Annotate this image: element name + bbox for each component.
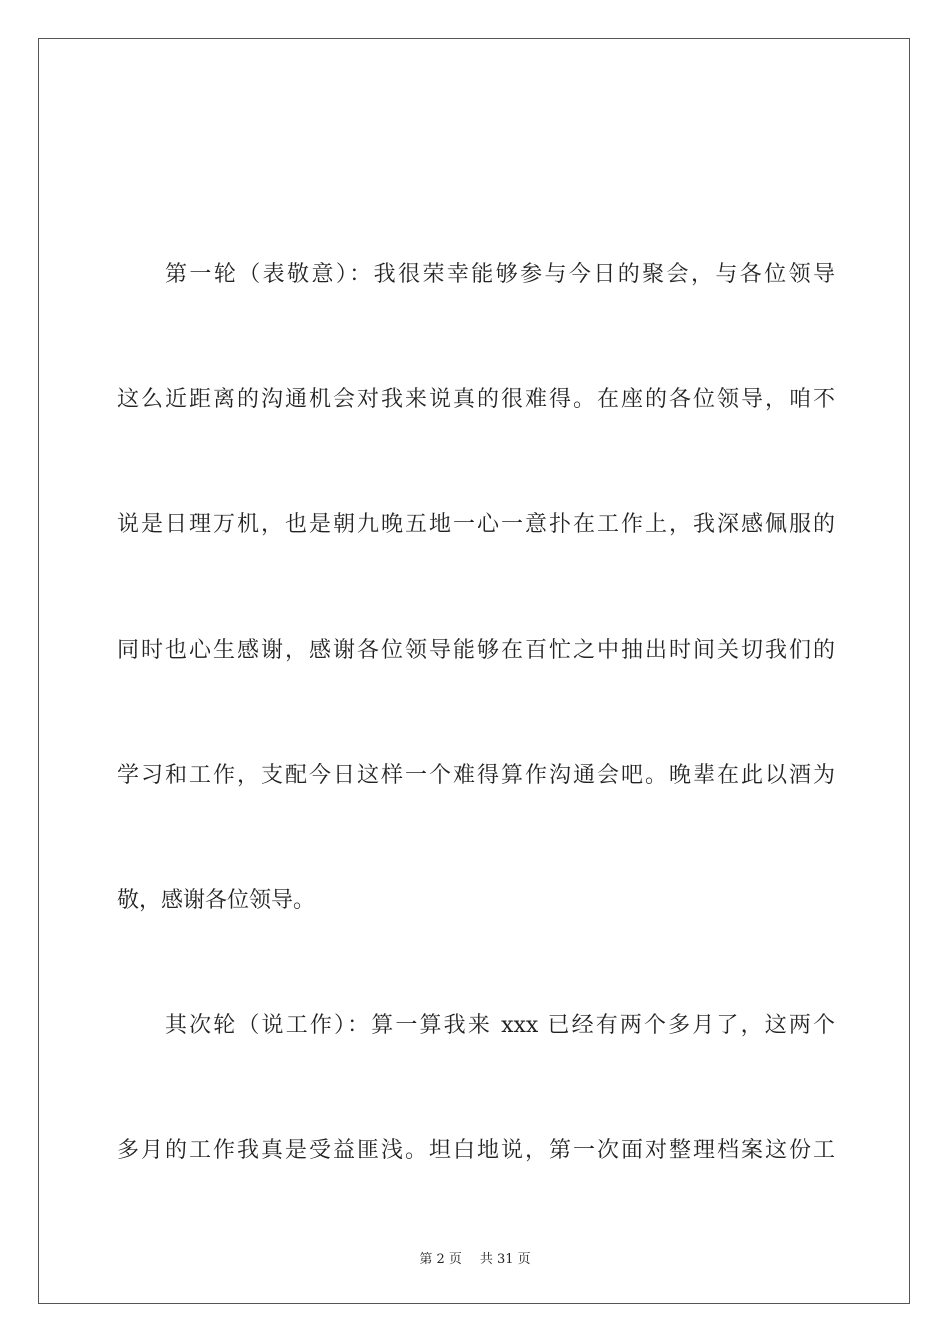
- page-footer: [0, 1248, 950, 1267]
- page-number: 第 2 页: [419, 1252, 462, 1267]
- paragraph-1-line-2: 这么近距离的沟通机会对我来说真的很难得。在座的各位领导，咱不: [117, 387, 835, 412]
- paragraph-1-line-3: 说是日理万机，也是朝九晚五地一心一意扑在工作上，我深感佩服的: [117, 512, 835, 537]
- paragraph-2-line-2: 多月的工作我真是受益匪浅。坦白地说，第一次面对整理档案这份工: [117, 1138, 835, 1163]
- total-pages: 共 31 页: [479, 1252, 531, 1267]
- paragraph-1-line-6: 敬，感谢各位领导。: [117, 888, 316, 913]
- paragraph-1-line-1: 第一轮（表敬意）：我很荣幸能够参与今日的聚会，与各位领导: [165, 262, 835, 287]
- page-border: [38, 38, 910, 1304]
- paragraph-2-line-1: 其次轮（说工作）：算一算我来 xxx 已经有两个多月了，这两个: [165, 1013, 835, 1038]
- paragraph-1-line-5: 学习和工作，支配今日这样一个难得算作沟通会吧。晚辈在此以酒为: [117, 763, 835, 788]
- paragraph-1-line-4: 同时也心生感谢，感谢各位领导能够在百忙之中抽出时间关切我们的: [117, 638, 835, 663]
